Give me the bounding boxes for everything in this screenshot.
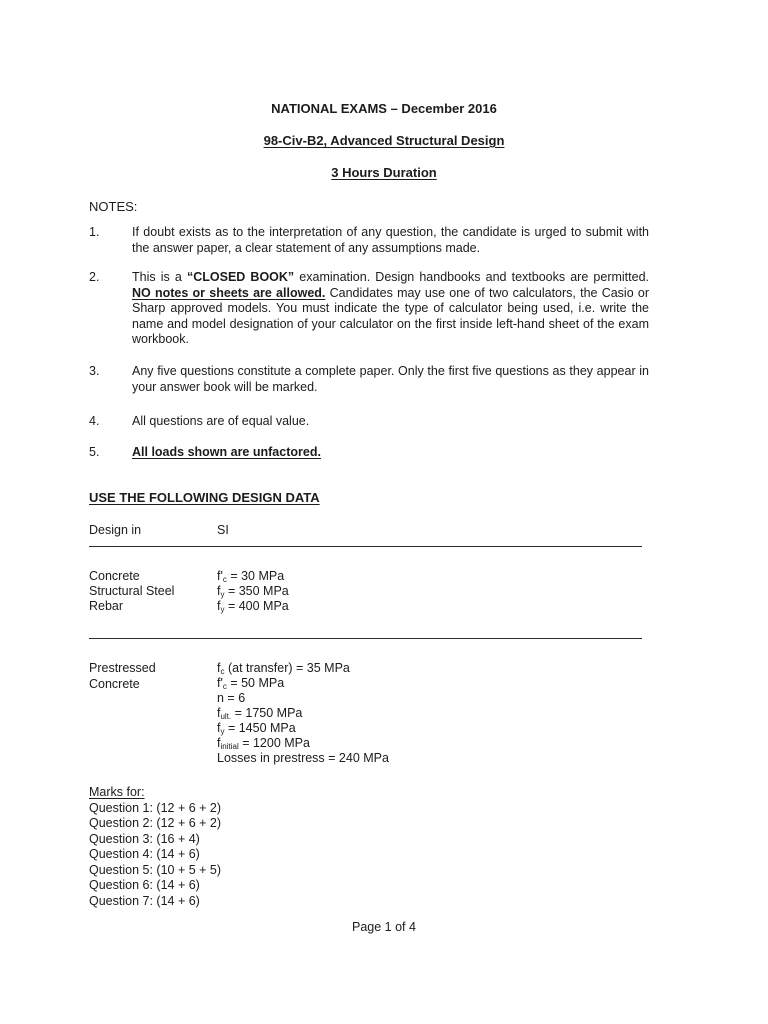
prestress-property: $f_y = 1450$ MPa: [217, 721, 296, 736]
notes-heading: NOTES:: [89, 199, 138, 214]
note-2: 2. This is a “CLOSED BOOK” examination. Design handbooks and textbooks are permitted. NO notes or sheets are allowed. Candidates may use one of two calculators, the Casio or Sharp approved models. You must indicate the type of calculator being used, i.e. write the name and model designation of your calculator on the first inside left-hand sheet of the exam workbook.: [89, 270, 650, 346]
note-1: 1. If doubt exists as to the interpretation of any question, the candidate is urged to submit with the answer paper, a clear statement of any assumptions made.: [89, 225, 649, 255]
design-in-label: Design in: [89, 523, 142, 537]
marks-row: Question 2: (12 + 6 + 2): [89, 816, 222, 830]
marks-row: Question 4: (14 + 6): [89, 847, 200, 861]
note-4: 4. All questions are of equal value.: [89, 414, 310, 428]
marks-row: Question 3: (16 + 4): [89, 831, 200, 846]
marks-row: Question 5: (10 + 5 + 5): [89, 862, 222, 877]
divider: [89, 638, 642, 639]
prestress-property: $f_c$ (at transfer) = 35 MPa: [217, 661, 350, 676]
marks-row: Question 6: (14 + 6): [89, 878, 200, 892]
marks-heading: Marks for:: [89, 785, 145, 799]
material-value: $f_y = 400$ MPa: [217, 599, 289, 614]
material-name: Rebar: [89, 599, 124, 613]
prestressed-label: Prestressed: [89, 661, 156, 675]
material-name: Structural Steel: [89, 584, 175, 598]
marks-row: Question 1: (12 + 6 + 2): [89, 800, 222, 815]
material-value: $f'_c = 30$ MPa: [217, 569, 285, 584]
marks-list: [89, 785, 221, 909]
prestress-property: $f'_c = 50$ MPa: [217, 676, 285, 691]
prestressed-label: Concrete: [89, 677, 140, 691]
exam-title: NATIONAL EXAMS – December 2016: [271, 101, 497, 116]
design-data-heading: USE THE FOLLOWING DESIGN DATA: [89, 490, 320, 505]
note-3: 3. Any five questions constitute a complete paper. Only the first five questions as they appear in your answer book will be marked.: [89, 364, 649, 394]
material-value: $f_y = 350$ MPa: [217, 584, 289, 599]
prestress-property: n = 6: [217, 691, 246, 705]
page-number: Page 1 of 4: [352, 920, 416, 934]
divider: [89, 546, 642, 547]
duration: 3 Hours Duration: [331, 165, 437, 180]
prestress-property: Losses in prestress = 240 MPa: [217, 751, 389, 765]
prestress-property: $f_{ult.} = 1750$ MPa: [217, 706, 303, 721]
course-title: 98-Civ-B2, Advanced Structural Design: [263, 133, 505, 148]
design-in-value: SI: [217, 523, 229, 537]
note-5: 5. All loads shown are unfactored.: [89, 445, 321, 459]
marks-row: Question 7: (14 + 6): [89, 893, 200, 908]
prestress-property: $f_{initial} = 1200$ MPa: [217, 736, 310, 751]
material-name: Concrete: [89, 569, 140, 583]
